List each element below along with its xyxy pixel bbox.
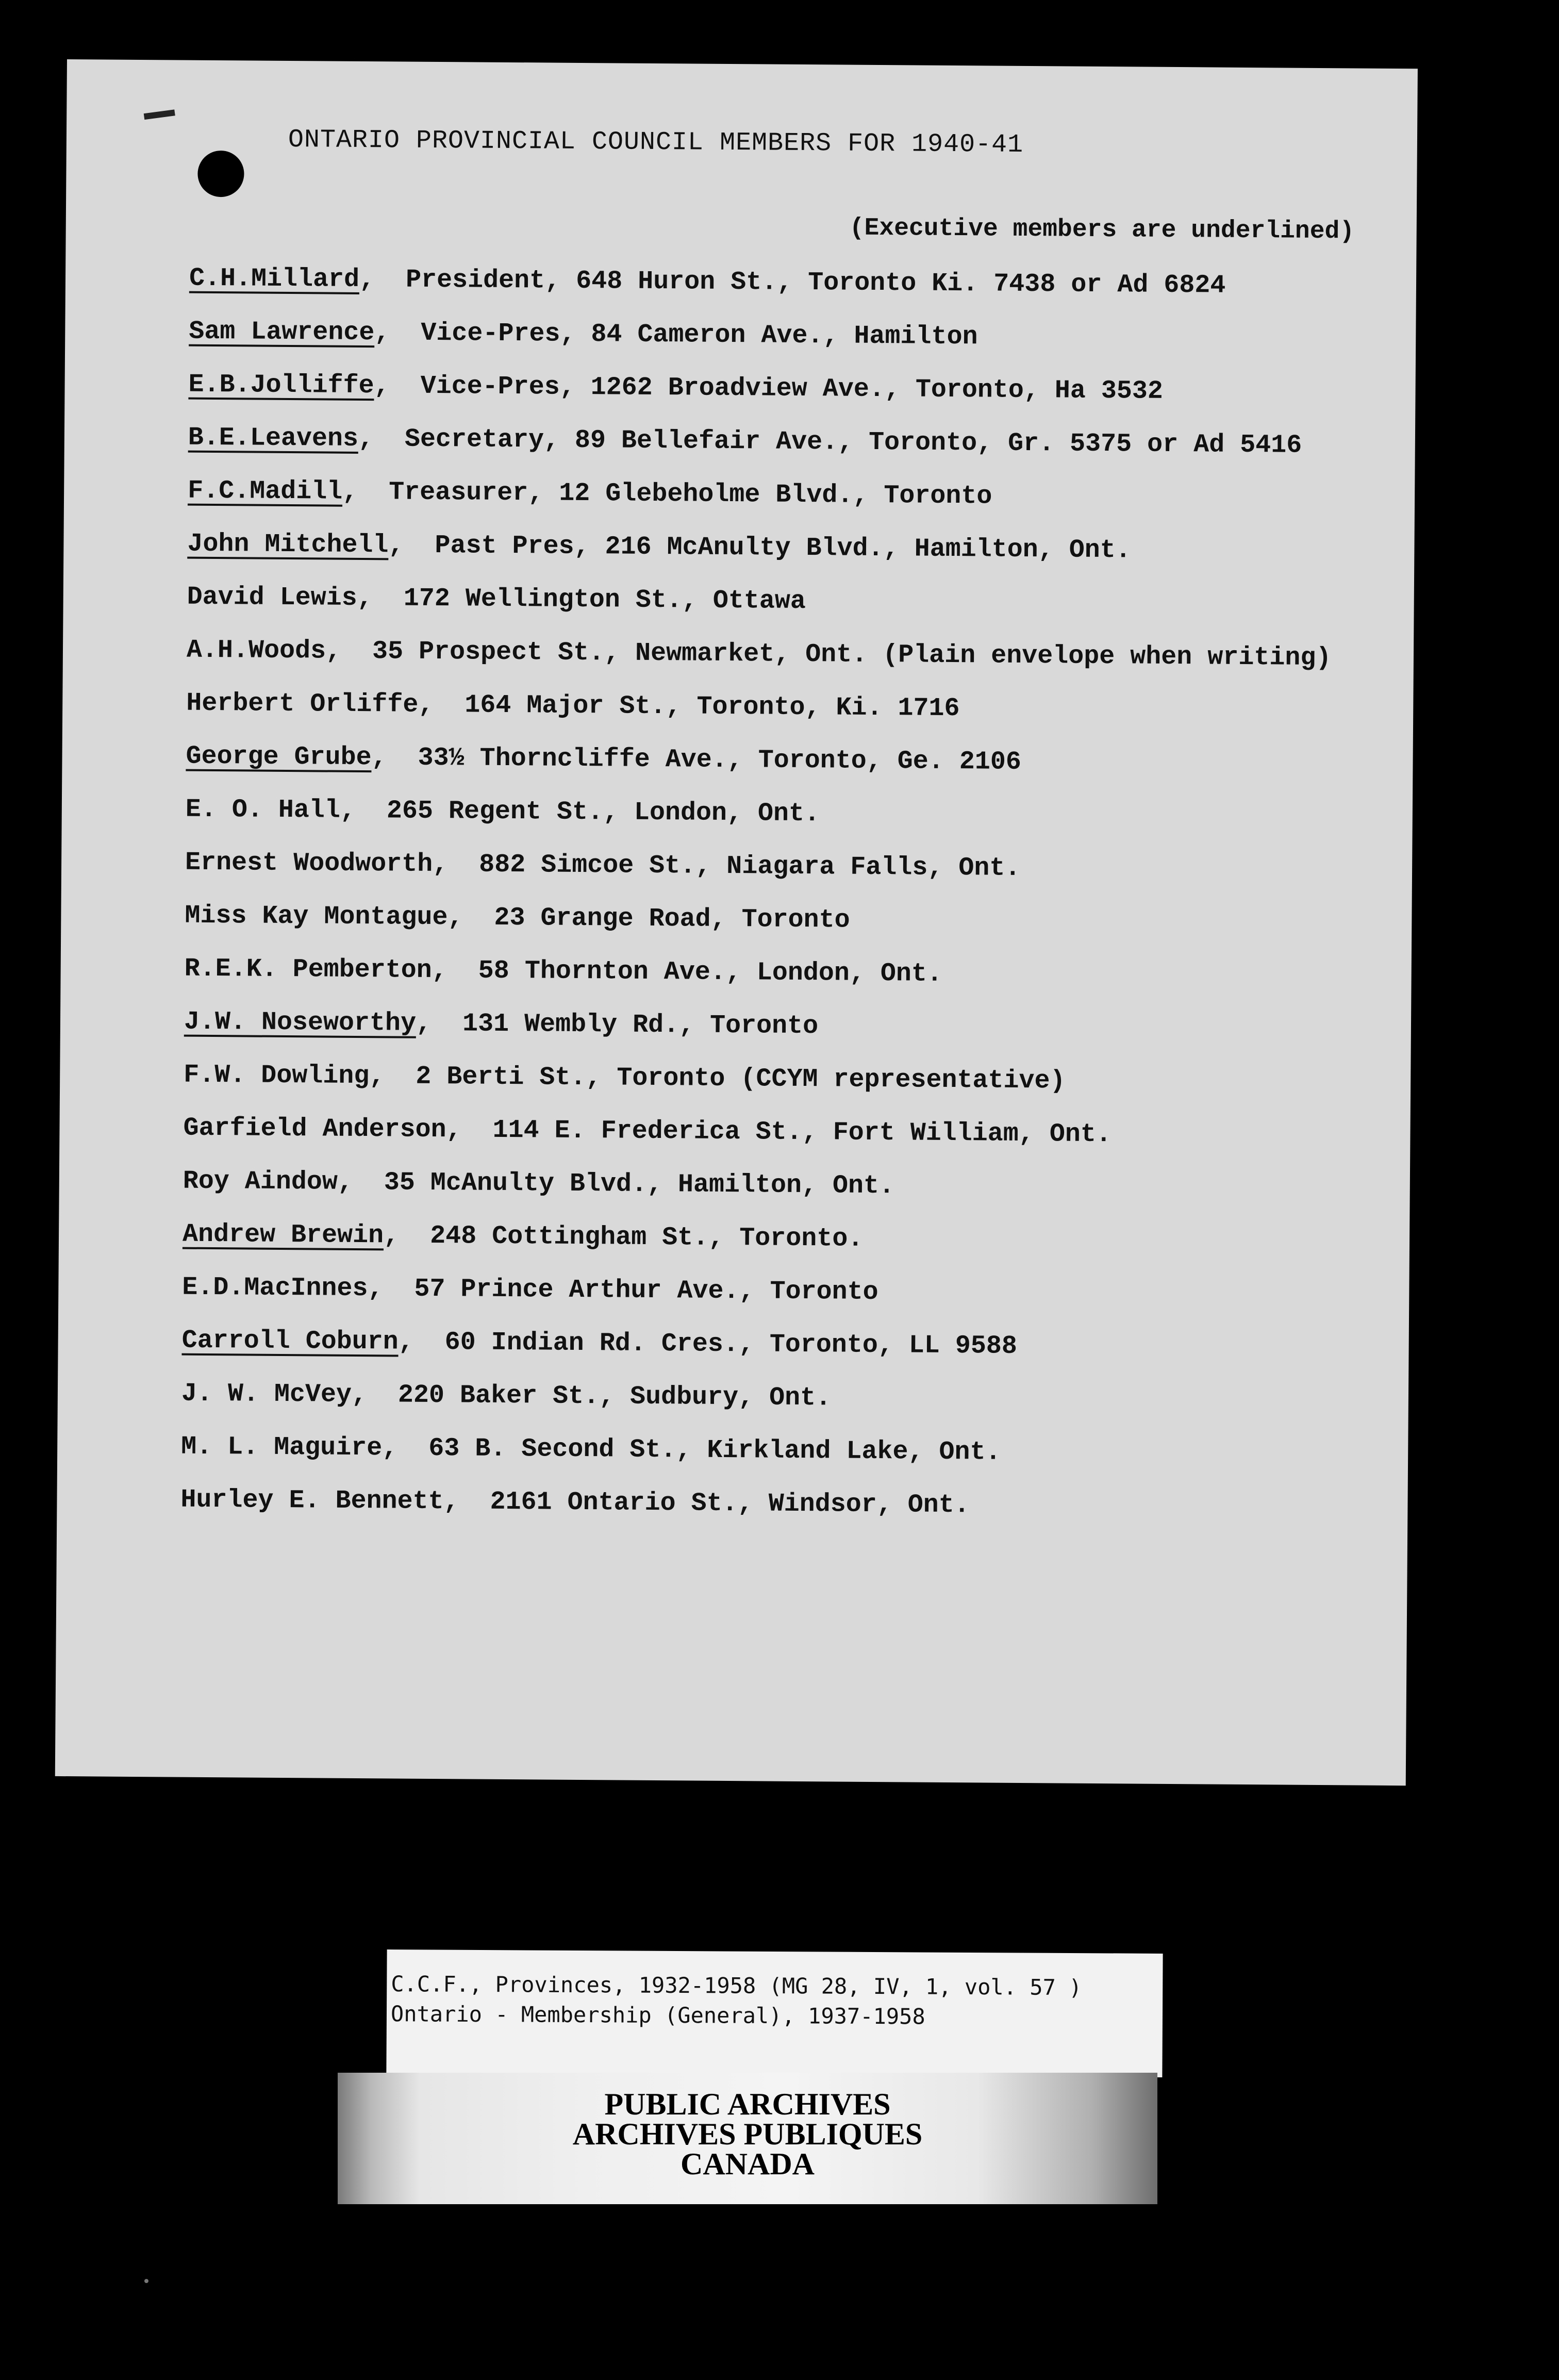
separator: , [359, 265, 406, 295]
member-name: E.B.Jolliffe [188, 370, 374, 401]
member-name: Herbert Orliffe [186, 688, 419, 720]
member-entry [183, 1114, 1369, 1175]
member-details: 131 Wembly Rd., Toronto [462, 1009, 819, 1042]
member-entry [187, 583, 1373, 644]
member-list [180, 264, 1375, 1547]
member-entry [184, 1007, 1370, 1069]
separator: , [416, 1009, 463, 1039]
separator: , [374, 371, 421, 401]
member-details: 35 Prospect St., Newmarket, Ont. (Plain envelope when writing) [372, 637, 1332, 673]
member-entry [185, 848, 1371, 910]
stamp-line-3: CANADA [681, 2147, 815, 2181]
member-details: 164 Major St., Toronto, Ki. 1716 [465, 690, 960, 724]
member-details: 57 Prince Arthur Ave., Toronto [414, 1274, 878, 1308]
member-details: 172 Wellington St., Ottawa [403, 584, 806, 617]
separator: , [398, 1327, 445, 1358]
separator: , [447, 903, 494, 933]
member-name: John Mitchell [187, 529, 389, 560]
member-details: 265 Regent St., London, Ont. [386, 796, 820, 829]
member-details: Secretary, 89 Bellefair Ave., Toronto, Gr. 5375 or Ad 5416 [404, 424, 1302, 460]
member-entry [185, 901, 1371, 963]
member-details: 33½ Thorncliffe Ave., Toronto, Ge. 2106 [418, 743, 1022, 777]
member-name: Garfield Anderson [183, 1113, 446, 1145]
member-entry [189, 317, 1375, 378]
member-details: 60 Indian Rd. Cres., Toronto, LL 9588 [444, 1328, 1018, 1361]
separator: , [325, 636, 373, 667]
document-title: ONTARIO PROVINCIAL COUNCIL MEMBERS FOR 1940-41 [288, 125, 1024, 160]
member-entry [184, 954, 1370, 1016]
separator: , [446, 1115, 493, 1145]
member-name: M. L. Maguire [181, 1432, 383, 1463]
ink-mark [144, 109, 175, 120]
separator: , [382, 1433, 429, 1463]
member-name: Andrew Brewin [182, 1219, 384, 1251]
separator: , [432, 849, 479, 880]
stamp-line-1: PUBLIC ARCHIVES [604, 2087, 891, 2121]
separator: , [337, 1167, 385, 1198]
member-name: Carroll Coburn [181, 1326, 399, 1357]
member-name: F.W. Dowling [184, 1060, 370, 1092]
member-entry [181, 1379, 1367, 1441]
member-name: David Lewis [187, 582, 357, 613]
separator: , [443, 1487, 490, 1517]
archive-stamp [338, 2073, 1157, 2204]
member-name: Hurley E. Bennett [180, 1485, 444, 1517]
member-entry [183, 1220, 1369, 1281]
member-name: Ernest Woodworth [185, 848, 433, 879]
member-entry [182, 1273, 1368, 1334]
member-details: 114 E. Frederica St., Fort William, Ont. [492, 1115, 1112, 1150]
separator: , [340, 796, 387, 826]
separator: , [342, 477, 389, 507]
member-entry [186, 742, 1372, 803]
separator: , [383, 1221, 430, 1251]
member-entry [189, 264, 1375, 325]
member-name: E.D.MacInnes [182, 1272, 368, 1304]
member-details: President, 648 Huron St., Toronto Ki. 7438 or Ad 6824 [405, 265, 1226, 301]
separator: , [432, 955, 478, 986]
member-entry [183, 1167, 1369, 1228]
member-entry [186, 636, 1372, 697]
executive-note: (Executive members are underlined) [849, 214, 1355, 246]
member-entry [186, 689, 1372, 750]
separator: , [351, 1380, 399, 1410]
reference-label [386, 1949, 1163, 2077]
member-entry [180, 1485, 1367, 1547]
member-details: 2 Berti St., Toronto (CCYM representative) [416, 1062, 1066, 1096]
member-details: 23 Grange Road, Toronto [494, 903, 850, 935]
member-details: 882 Simcoe St., Niagara Falls, Ont. [479, 850, 1021, 883]
separator: , [418, 690, 465, 720]
stamp-line-2: ARCHIVES PUBLIQUES [572, 2117, 923, 2151]
member-name: R.E.K. Pemberton [184, 954, 432, 985]
member-details: Treasurer, 12 Glebeholme Blvd., Toronto [389, 477, 992, 511]
member-entry [188, 476, 1374, 538]
separator: , [371, 743, 418, 773]
separator: , [358, 424, 405, 454]
member-details: 248 Cottingham St., Toronto. [429, 1221, 864, 1254]
member-name: F.C.Madill [187, 476, 343, 507]
member-entry [187, 530, 1373, 591]
member-details: 58 Thornton Ave., London, Ont. [478, 956, 943, 989]
separator: , [374, 318, 421, 348]
dust-speck [144, 2279, 148, 2283]
member-name: E. O. Hall [185, 795, 341, 825]
member-name: B.E.Leavens [188, 423, 359, 454]
member-details: 63 B. Second St., Kirkland Lake, Ont. [428, 1433, 1001, 1467]
member-details: Past Pres, 216 McAnulty Blvd., Hamilton, Ont. [435, 531, 1131, 566]
member-name: C.H.Millard [189, 263, 360, 294]
member-details: 35 McAnulty Blvd., Hamilton, Ont. [384, 1168, 895, 1201]
separator: , [357, 583, 404, 614]
document-page [55, 59, 1418, 1786]
reference-line-1: C.C.F., Provinces, 1932-1958 (MG 28, IV, 1, vol. 57 ) [391, 1971, 1082, 2001]
separator: , [388, 531, 435, 561]
punch-hole [197, 151, 244, 197]
member-details: 220 Baker St., Sudbury, Ont. [397, 1380, 832, 1413]
reference-line-2: Ontario - Membership (General), 1937-1958 [390, 2001, 925, 2029]
separator: , [369, 1062, 416, 1092]
member-entry [188, 423, 1374, 485]
member-name: Sam Lawrence [189, 317, 375, 348]
member-name: J.W. Noseworthy [184, 1007, 417, 1038]
member-name: J. W. McVey [181, 1379, 352, 1410]
member-details: 2161 Ontario St., Windsor, Ont. [490, 1487, 970, 1520]
member-name: Roy Aindow [183, 1166, 338, 1197]
member-name: George Grube [186, 741, 372, 773]
separator: , [368, 1274, 414, 1304]
member-entry [184, 1061, 1370, 1122]
member-entry [188, 370, 1374, 432]
member-entry [185, 795, 1371, 856]
member-name: A.H.Woods [186, 635, 326, 666]
member-entry [181, 1326, 1368, 1387]
member-details: Vice-Pres, 84 Cameron Ave., Hamilton [421, 318, 978, 352]
member-entry [181, 1432, 1367, 1494]
member-name: Miss Kay Montague [185, 901, 448, 933]
member-details: Vice-Pres, 1262 Broadview Ave., Toronto, Ha 3532 [420, 371, 1164, 406]
